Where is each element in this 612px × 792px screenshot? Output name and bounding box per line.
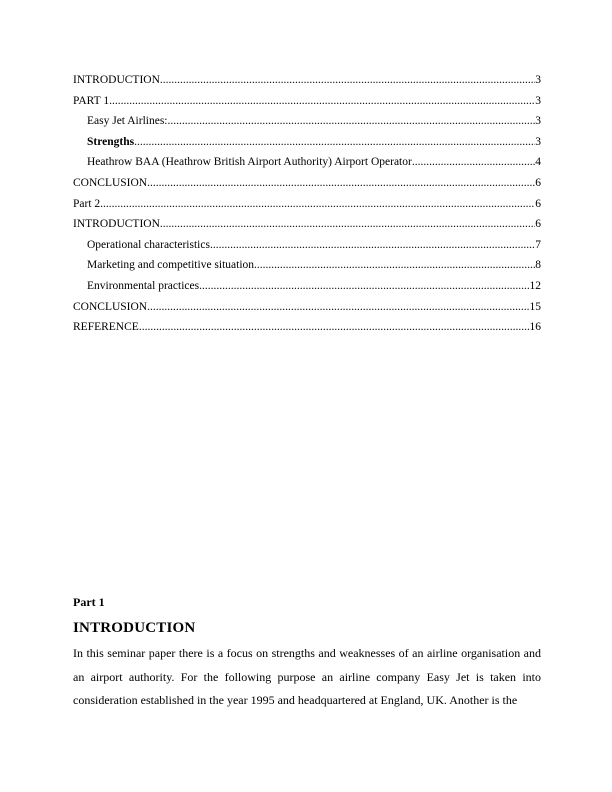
toc-entry-label: CONCLUSION <box>73 176 148 189</box>
toc-entry-page: 15 <box>529 300 541 313</box>
toc-entry-page: 6 <box>535 176 541 189</box>
toc-entry-page: 3 <box>535 74 541 86</box>
toc-entry-page: 12 <box>529 279 541 292</box>
toc-leader-dots <box>254 255 535 276</box>
toc-entry-reference[interactable] <box>73 317 541 338</box>
toc-entry-heathrow-baa[interactable] <box>73 152 541 173</box>
toc-entry-label: Heathrow BAA (Heathrow British Airport Authority) Airport Operator <box>87 156 412 169</box>
toc-entry-label: Operational characteristics <box>87 238 210 251</box>
toc-entry-label: PART 1 <box>73 94 110 107</box>
toc-entry-conclusion[interactable] <box>73 173 541 194</box>
toc-entry-label: Strengths <box>87 135 135 148</box>
toc-leader-dots <box>199 276 529 297</box>
toc-entry-part-2[interactable] <box>73 194 541 215</box>
toc-entry-operational-characteristics[interactable] <box>73 235 541 256</box>
toc-entry-page: 6 <box>535 218 541 231</box>
toc-leader-dots <box>168 111 536 132</box>
toc-entry-page: 3 <box>535 135 541 148</box>
toc-entry-label: Easy Jet Airlines: <box>87 115 168 128</box>
toc-leader-dots <box>147 173 535 194</box>
section-part-label: Part 1 <box>73 595 105 609</box>
toc-entry-marketing[interactable] <box>73 255 541 276</box>
table-of-contents <box>73 70 541 338</box>
toc-entry-page: 16 <box>529 321 541 334</box>
toc-entry-page: 4 <box>535 156 541 169</box>
toc-leader-dots <box>100 194 535 215</box>
toc-leader-dots <box>109 91 535 112</box>
toc-entry-introduction[interactable] <box>73 70 541 91</box>
toc-entry-label: CONCLUSION <box>73 300 148 313</box>
toc-entry-part-1[interactable] <box>73 91 541 112</box>
toc-entry-label: INTRODUCTION <box>73 218 160 231</box>
toc-entry-page: 6 <box>535 197 541 210</box>
toc-leader-dots <box>160 70 535 91</box>
toc-entry-environmental-practices[interactable] <box>73 276 541 297</box>
toc-entry-label: INTRODUCTION <box>73 74 160 86</box>
section-heading: INTRODUCTION <box>73 620 196 636</box>
toc-entry-label: Marketing and competitive situation <box>87 259 255 272</box>
body-paragraph: In this seminar paper there is a focus on strengths and weaknesses of an airline organisation and an airport authority. For the following purpose an airline company Easy Jet is taken into consideration established in the year 1995 and headquartered at England, UK. Another is the <box>73 646 541 707</box>
toc-entry-label: Part 2 <box>73 197 101 210</box>
toc-leader-dots <box>139 317 530 338</box>
toc-leader-dots <box>134 132 535 153</box>
toc-entry-page: 8 <box>535 259 541 272</box>
toc-entry-conclusion-2[interactable] <box>73 297 541 318</box>
toc-leader-dots <box>147 297 529 318</box>
toc-entry-strengths[interactable] <box>73 132 541 153</box>
toc-entry-introduction-2[interactable] <box>73 214 541 235</box>
toc-leader-dots <box>412 152 535 173</box>
toc-entry-easy-jet-airlines[interactable] <box>73 111 541 132</box>
toc-entry-label: Environmental practices <box>87 279 200 292</box>
toc-entry-label: REFERENCE <box>73 321 139 334</box>
toc-entry-page: 7 <box>535 238 541 251</box>
toc-leader-dots <box>210 235 535 256</box>
toc-entry-page: 3 <box>535 94 541 107</box>
toc-leader-dots <box>160 214 535 235</box>
toc-entry-page: 3 <box>535 115 541 128</box>
